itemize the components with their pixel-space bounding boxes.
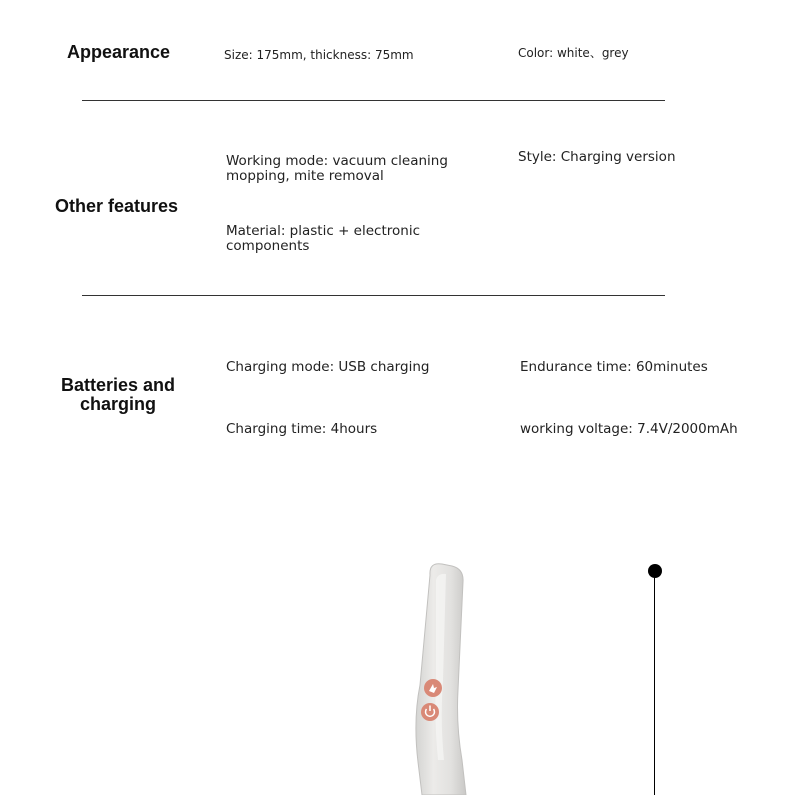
other-features-heading: Other features [55, 196, 179, 216]
endurance-spec: Endurance time: 60minutes [520, 359, 708, 375]
divider-2 [82, 295, 665, 296]
size-spec: Size: 175mm, thickness: 75mm [224, 48, 414, 62]
appearance-heading: Appearance [67, 42, 171, 62]
charging-mode-spec: Charging mode: USB charging [226, 359, 430, 375]
working-mode-line-1: Working mode: vacuum cleaning [226, 153, 448, 169]
style-spec: Style: Charging version [518, 149, 676, 165]
color-spec: Color: white、grey [518, 46, 629, 60]
battery-heading-line-2: charging [79, 394, 156, 414]
material-line-2: components [226, 238, 310, 254]
voltage-spec: working voltage: 7.4V/2000mAh [520, 421, 738, 437]
battery-heading [48, 376, 188, 414]
charging-time-spec: Charging time: 4hours [226, 421, 378, 437]
working-mode-spec [226, 154, 448, 184]
device-illustration [380, 540, 530, 795]
mode-icon [424, 679, 442, 697]
divider-1 [82, 100, 665, 101]
battery-heading-line-1: Batteries and [60, 375, 176, 395]
material-spec [226, 224, 420, 254]
power-icon [421, 703, 439, 721]
working-mode-line-2: mopping, mite removal [226, 168, 384, 184]
callout-line [654, 576, 655, 795]
callout-dot [648, 564, 662, 578]
material-line-1: Material: plastic + electronic [226, 223, 420, 239]
